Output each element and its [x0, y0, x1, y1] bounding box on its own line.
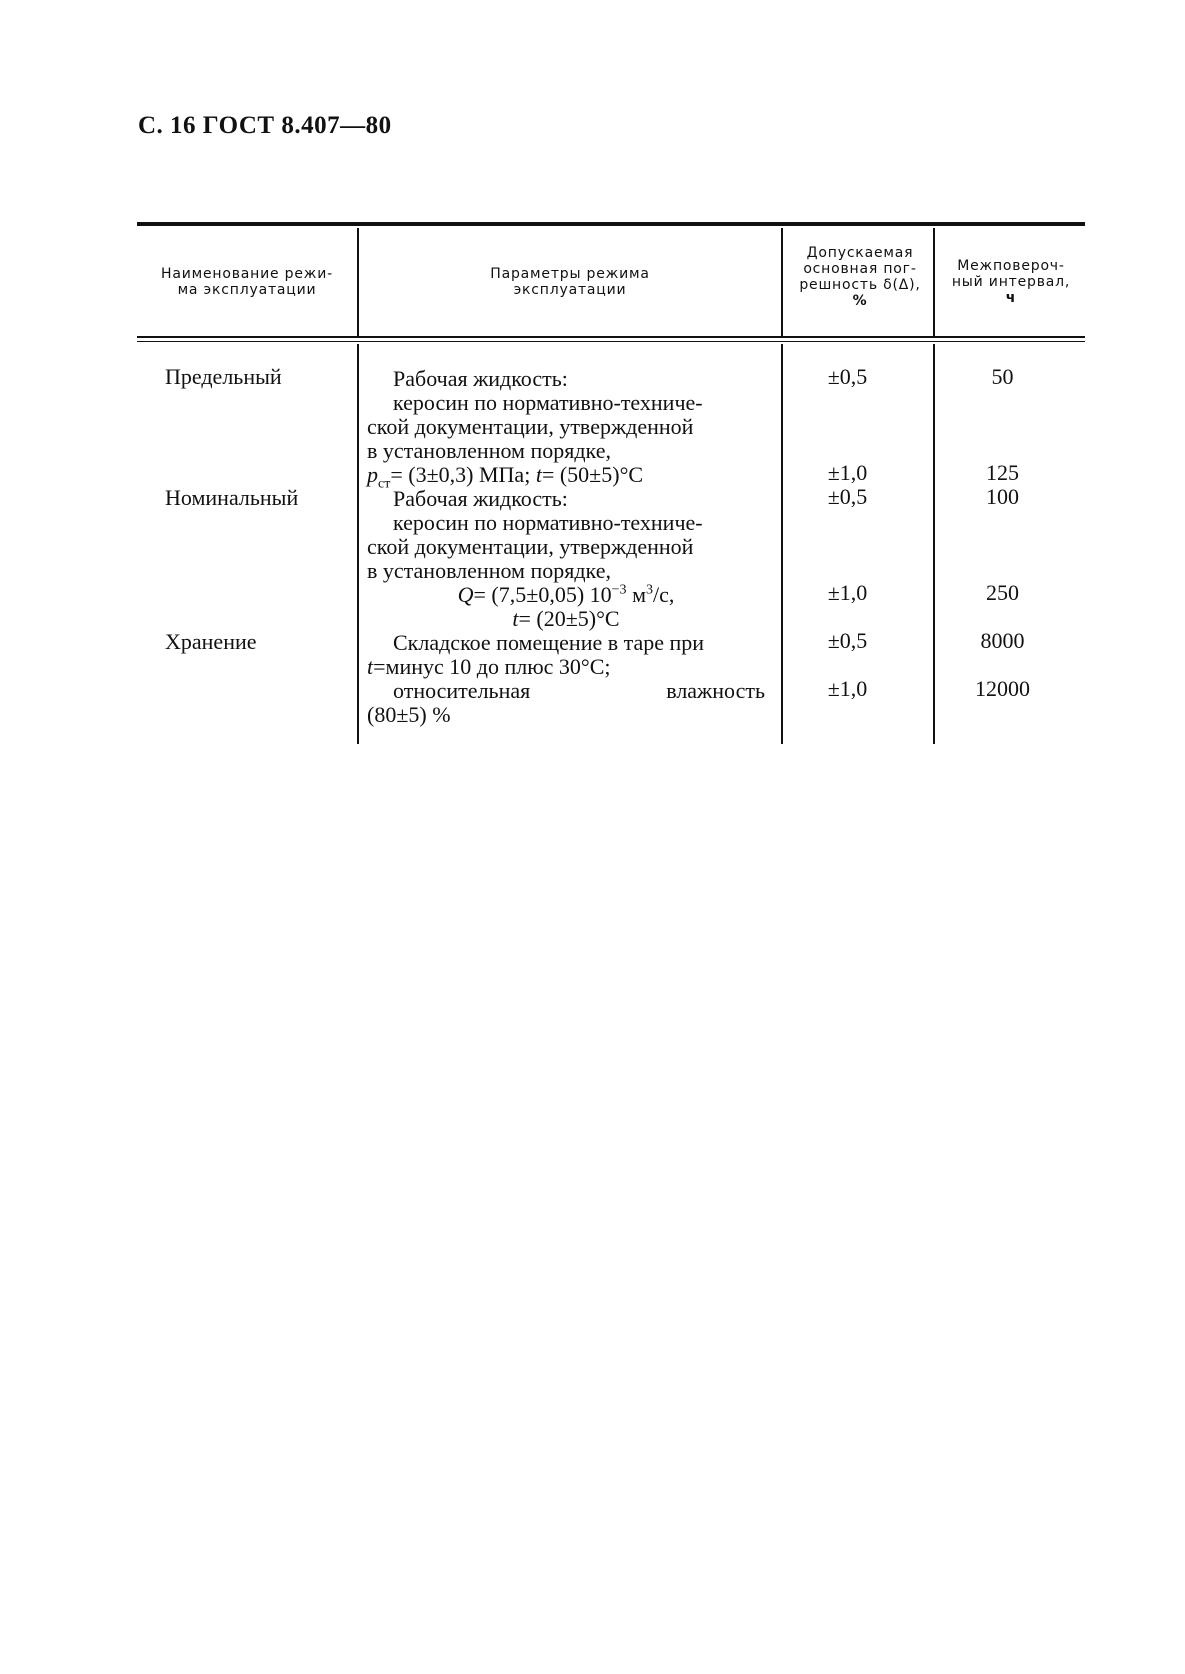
- row-mode-storage: Хранение: [165, 629, 257, 654]
- interval-value: 50: [991, 364, 1014, 389]
- table-top-rule: [137, 222, 1085, 226]
- param-line: Рабочая жидкость:: [393, 486, 568, 511]
- param-line-pressure-temp: $p_{ст}= (3\pm 0,3)$ МПа; t= (50±5)°C: [367, 462, 644, 492]
- header-mode-params: Параметры режима эксплуатации: [490, 266, 650, 298]
- tolerance-value: ±1,0: [827, 676, 868, 701]
- interval-value: 100: [986, 484, 1019, 509]
- header-tolerance: Допускаемая основная пог- решность δ(Δ), %: [799, 245, 921, 309]
- header-bottom-rule-2: [137, 341, 1085, 342]
- header-interval: Межповероч- ный интервал, ч: [951, 258, 1071, 306]
- param-line: в установленном порядке,: [367, 438, 611, 463]
- interval-value: 250: [986, 580, 1019, 605]
- param-line-flow: Q= (7,5±0,05) $10^{-3}$ $м^3/с$,: [457, 582, 675, 607]
- param-line: керосин по нормативно-техниче-: [393, 510, 703, 535]
- row-mode-limit: Предельный: [165, 364, 282, 389]
- param-line-humidity: относительная влажность: [393, 678, 765, 703]
- page-header: С. 16 ГОСТ 8.407—80: [138, 112, 392, 139]
- param-line: в установленном порядке,: [367, 558, 611, 583]
- param-line: (80±5) %: [367, 702, 451, 727]
- column-divider: [357, 344, 359, 744]
- param-line: Рабочая жидкость:: [393, 366, 568, 391]
- header-bottom-rule: [137, 336, 1085, 338]
- interval-value: 125: [986, 460, 1019, 485]
- tolerance-value: ±0,5: [827, 628, 868, 653]
- interval-value: 12000: [975, 676, 1030, 701]
- column-divider: [781, 228, 783, 336]
- tolerance-value: ±0,5: [827, 364, 868, 389]
- param-line-temp-range: t=минус 10 до плюс 30°C;: [367, 654, 611, 679]
- row-mode-nominal: Номинальный: [165, 485, 299, 510]
- tolerance-value: ±1,0: [827, 580, 868, 605]
- tolerance-value: ±0,5: [827, 484, 868, 509]
- param-line: керосин по нормативно-техниче-: [393, 390, 703, 415]
- header-mode-name: Наименование режи- ма эксплуатации: [161, 266, 333, 298]
- tolerance-value: ±1,0: [827, 460, 868, 485]
- param-line: ской документации, утвержденной: [367, 534, 694, 559]
- param-line: ской документации, утвержденной: [367, 414, 694, 439]
- interval-value: 8000: [980, 628, 1025, 653]
- param-line: Складское помещение в таре при: [393, 630, 705, 655]
- param-line-temp: t= (20±5)°C: [512, 606, 620, 631]
